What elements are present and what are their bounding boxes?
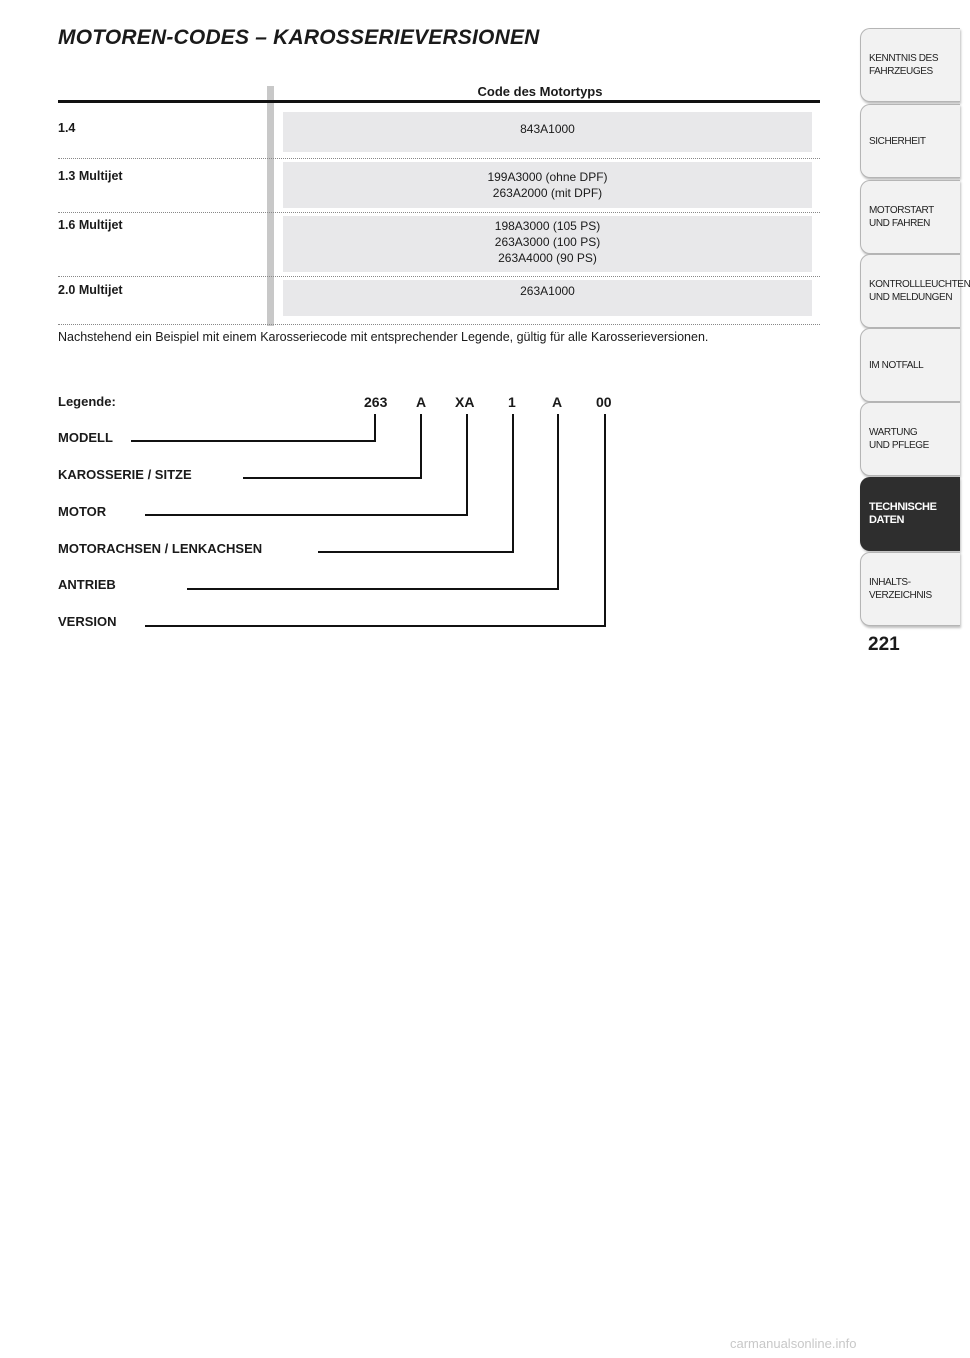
engine-code: 843A1000 [520,122,575,136]
engine-code: 198A3000 (105 PS) [494,219,601,233]
legend-label-model: MODELL [58,430,113,445]
sidebar-tab-kenntnis[interactable] [860,28,960,102]
tab-label: VERZEICHNIS [869,590,932,601]
engine-code: 263A3000 (100 PS) [494,235,601,249]
tab-label: SICHERHEIT [869,135,926,147]
tab-label: IM NOTFALL [869,359,924,371]
engine-code: 263A1000 [520,284,575,298]
tab-label: UND PFLEGE [869,440,929,451]
page-number: 221 [868,634,900,655]
table-row-label: 1.6 Multijet [58,218,123,232]
code-part: XA [455,394,475,410]
tab-label: FAHRZEUGES [869,66,933,77]
watermark: carmanualsonline.info [730,1336,857,1351]
connector-axles [318,414,513,552]
table-row-label: 1.3 Multijet [58,169,123,183]
table-row-label: 2.0 Multijet [58,283,123,297]
code-part: 1 [508,394,516,410]
table-column-header: Code des Motortyps [477,84,603,99]
legend-title: Legende: [58,394,116,409]
tab-label: KENNTNIS DES [869,53,939,64]
legend-label-body: KAROSSERIE / SITZE [58,467,192,482]
table-row-label: 1.4 [58,121,76,135]
engine-code: 199A3000 (ohne DPF) [487,170,608,184]
sidebar-tab-wartung[interactable] [860,402,960,476]
engine-code: 263A4000 (90 PS) [498,251,597,265]
connector-model [131,414,375,441]
tab-label: DATEN [869,514,905,526]
tab-label: MOTORSTART [869,205,934,216]
tab-label: INHALTS- [869,577,911,588]
legend-label-engine: MOTOR [58,504,107,519]
code-part: A [552,394,563,410]
legend-label-version: VERSION [58,614,117,629]
engine-code: 263A2000 (mit DPF) [492,186,603,200]
sidebar-tab-technische-daten[interactable] [860,477,960,551]
tab-label: UND FAHREN [869,218,931,229]
code-part: A [416,394,427,410]
connector-body [243,414,421,478]
tab-label: TECHNISCHE [869,501,937,513]
tab-label: KONTROLLLEUCHTEN [869,279,970,290]
explanation-note: Nachstehend ein Beispiel mit einem Karosseriecode mit entsprechender Legende, gültig für alle Karosserieversionen. [58,330,709,344]
page-title: MOTOREN-CODES – KAROSSERIEVERSIONEN [58,26,540,49]
connector-version [145,414,605,626]
tab-label: WARTUNG [869,427,918,438]
code-part: 263 [364,394,388,410]
sidebar-tab-motorstart[interactable] [860,180,960,254]
sidebar-tab-kontrollleuchten[interactable] [860,254,970,328]
sidebar-tab-notfall[interactable] [860,328,960,402]
sidebar-tab-inhaltsverzeichnis[interactable] [860,552,960,626]
legend-label-axles: MOTORACHSEN / LENKACHSEN [58,541,263,556]
sidebar-tab-sicherheit[interactable] [860,104,960,178]
legend-label-drive: ANTRIEB [58,577,116,592]
tab-label: UND MELDUNGEN [869,292,953,303]
connector-engine [145,414,467,515]
code-part: 00 [596,394,612,410]
